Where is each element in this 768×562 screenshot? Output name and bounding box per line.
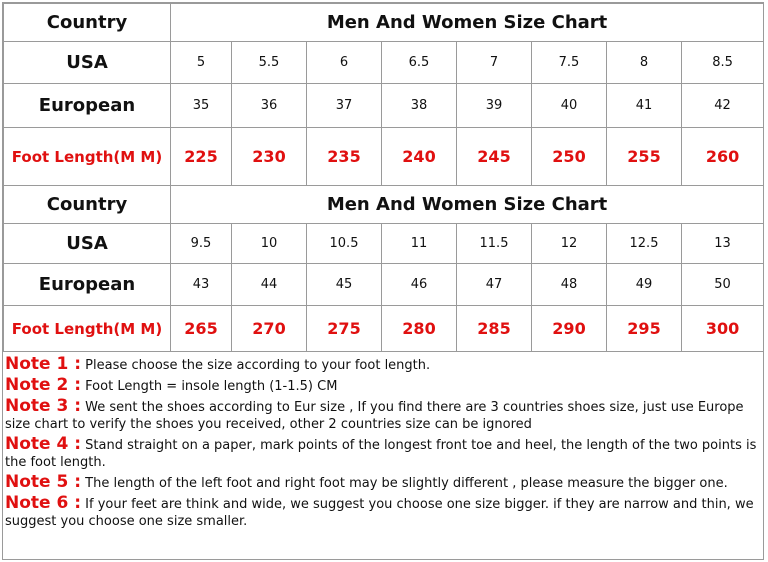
european-size-cell: 46	[382, 264, 457, 306]
notes-section	[5, 356, 763, 530]
european-size-cell: 41	[607, 84, 682, 128]
european-size-cell: 44	[232, 264, 307, 306]
foot-size-cell: 265	[171, 306, 232, 352]
foot-size-cell: 290	[532, 306, 607, 352]
foot-row	[4, 128, 764, 186]
usa-size-cell: 12	[532, 224, 607, 264]
usa-size-cell: 8.5	[682, 42, 764, 84]
note-4	[5, 436, 763, 471]
header-row	[4, 4, 764, 42]
foot-size-cell: 280	[382, 306, 457, 352]
note-6	[5, 495, 763, 530]
usa-size-cell: 10.5	[307, 224, 382, 264]
foot-size-cell: 245	[457, 128, 532, 186]
usa-size-cell: 9.5	[171, 224, 232, 264]
european-label: European	[4, 264, 171, 306]
country-header: Country	[4, 186, 171, 224]
usa-size-cell: 6.5	[382, 42, 457, 84]
chart-title: Men And Women Size Chart	[171, 4, 764, 42]
usa-size-cell: 11.5	[457, 224, 532, 264]
european-size-cell: 43	[171, 264, 232, 306]
european-size-cell: 35	[171, 84, 232, 128]
european-size-cell: 48	[532, 264, 607, 306]
usa-size-cell: 7.5	[532, 42, 607, 84]
usa-label: USA	[4, 42, 171, 84]
european-size-cell: 42	[682, 84, 764, 128]
foot-size-cell: 270	[232, 306, 307, 352]
note-label: Note 1 :	[5, 354, 82, 374]
european-label: European	[4, 84, 171, 128]
european-size-cell: 47	[457, 264, 532, 306]
note-label: Note 3 :	[5, 396, 82, 416]
note-text: We sent the shoes according to Eur size , If you find there are 3 countries shoes size, just use Europe size chart to verify the shoes you received, other 2 countries size can be ignored	[5, 400, 744, 432]
usa-size-cell: 7	[457, 42, 532, 84]
note-label: Note 4 :	[5, 434, 82, 454]
note-1	[5, 356, 763, 374]
usa-label: USA	[4, 224, 171, 264]
country-header: Country	[4, 4, 171, 42]
european-size-cell: 38	[382, 84, 457, 128]
european-row	[4, 264, 764, 306]
usa-size-cell: 8	[607, 42, 682, 84]
usa-size-cell: 6	[307, 42, 382, 84]
foot-row	[4, 306, 764, 352]
note-text: The length of the left foot and right foot may be slightly different , please measure the bigger one.	[85, 476, 728, 491]
note-text: If your feet are think and wide, we suggest you choose one size bigger. if they are narrow and thin, we suggest you choose one size smaller.	[5, 497, 754, 529]
chart-title: Men And Women Size Chart	[171, 186, 764, 224]
foot-size-cell: 255	[607, 128, 682, 186]
note-label: Note 6 :	[5, 493, 82, 513]
european-size-cell: 36	[232, 84, 307, 128]
foot-size-cell: 260	[682, 128, 764, 186]
foot-size-cell: 250	[532, 128, 607, 186]
usa-size-cell: 11	[382, 224, 457, 264]
usa-size-cell: 13	[682, 224, 764, 264]
header-row	[4, 186, 764, 224]
european-size-cell: 37	[307, 84, 382, 128]
usa-size-cell: 10	[232, 224, 307, 264]
usa-size-cell: 5	[171, 42, 232, 84]
note-text: Stand straight on a paper, mark points of the longest front toe and heel, the length of the two points is the foot length.	[5, 438, 757, 470]
foot-size-cell: 275	[307, 306, 382, 352]
size-chart-table	[3, 3, 764, 352]
note-label: Note 2 :	[5, 375, 82, 395]
foot-size-cell: 285	[457, 306, 532, 352]
european-size-cell: 45	[307, 264, 382, 306]
note-label: Note 5 :	[5, 472, 82, 492]
note-5	[5, 474, 763, 492]
european-row	[4, 84, 764, 128]
foot-size-cell: 240	[382, 128, 457, 186]
european-size-cell: 50	[682, 264, 764, 306]
european-size-cell: 40	[532, 84, 607, 128]
note-3	[5, 398, 763, 433]
note-2	[5, 377, 763, 395]
note-text: Foot Length = insole length (1-1.5) CM	[85, 379, 338, 394]
foot-size-cell: 235	[307, 128, 382, 186]
usa-size-cell: 5.5	[232, 42, 307, 84]
foot-size-cell: 230	[232, 128, 307, 186]
foot-size-cell: 225	[171, 128, 232, 186]
foot-size-cell: 295	[607, 306, 682, 352]
note-text: Please choose the size according to your foot length.	[85, 358, 431, 373]
european-size-cell: 49	[607, 264, 682, 306]
foot-label: Foot Length(M M)	[4, 306, 171, 352]
usa-row	[4, 42, 764, 84]
usa-row	[4, 224, 764, 264]
foot-label: Foot Length(M M)	[4, 128, 171, 186]
usa-size-cell: 12.5	[607, 224, 682, 264]
foot-size-cell: 300	[682, 306, 764, 352]
european-size-cell: 39	[457, 84, 532, 128]
